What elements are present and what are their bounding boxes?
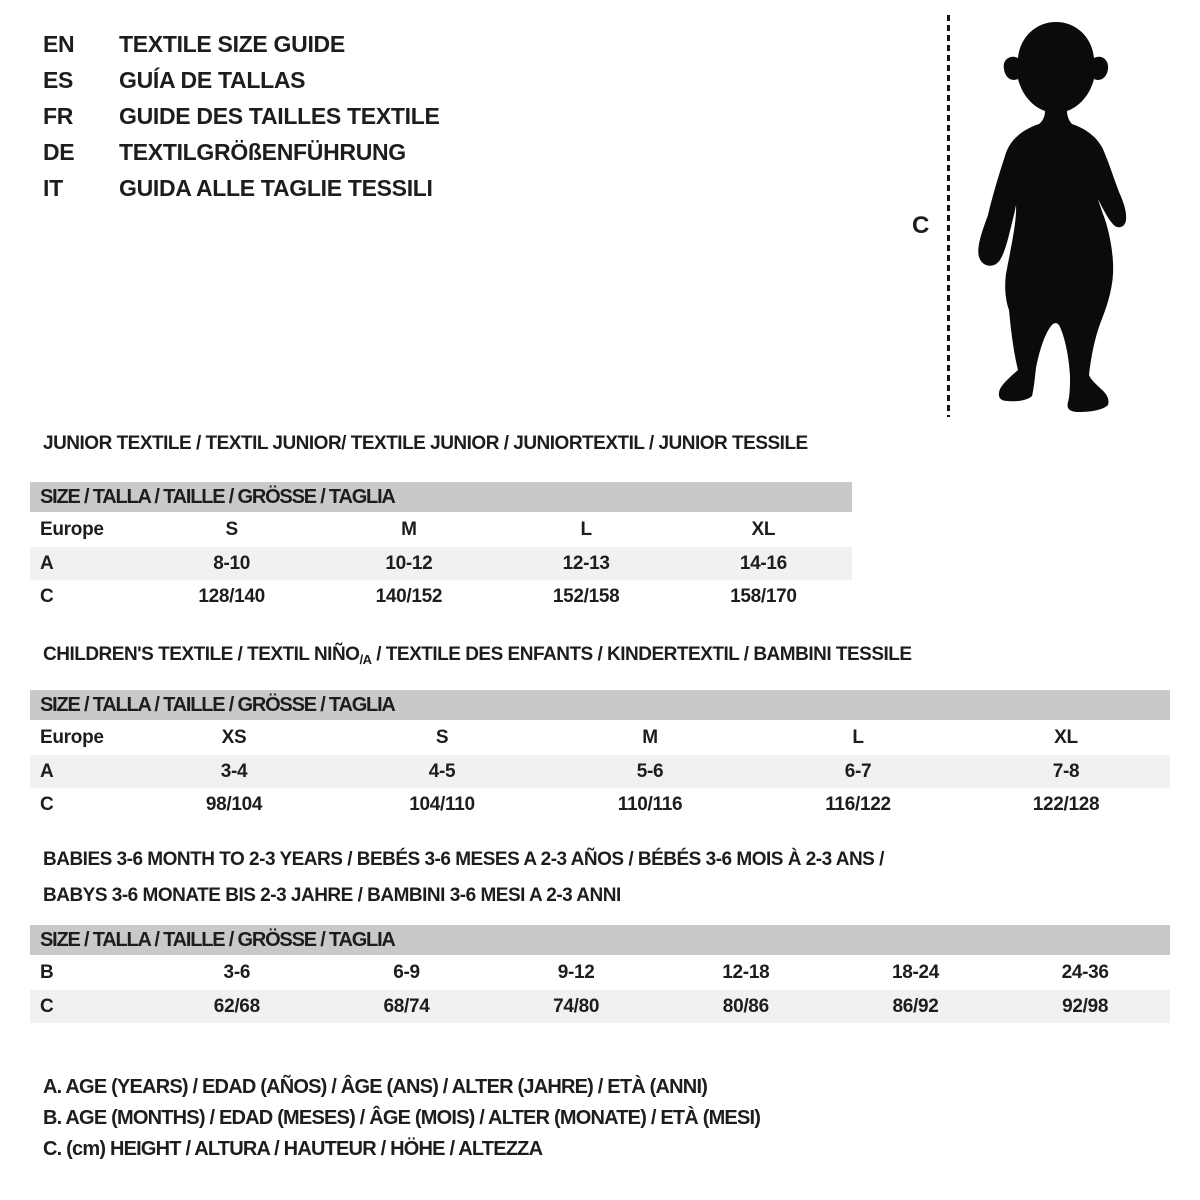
- row-label: C: [40, 793, 54, 815]
- age-cell: 10-12: [385, 552, 433, 574]
- age-cell: 14-16: [739, 552, 787, 574]
- children-section-title: [43, 644, 912, 667]
- height-cell: 110/116: [617, 793, 683, 815]
- height-cell: 128/140: [198, 585, 265, 607]
- height-cell: 122/128: [1032, 793, 1100, 815]
- measurement-legend: [43, 1072, 760, 1165]
- height-cell: 68/74: [383, 995, 430, 1017]
- table-row-height-cm: [30, 580, 852, 613]
- toddler-silhouette-icon: [962, 8, 1140, 418]
- babies-size-table: [30, 925, 1170, 1023]
- height-cell: 98/104: [205, 793, 263, 815]
- size-header-bar: SIZE / TALLA / TAILLE / GRÖSSE / TAGLIA: [30, 690, 1170, 720]
- height-dashed-line: [947, 15, 950, 417]
- size-cell: XL: [1054, 726, 1078, 748]
- height-measure-label: C: [912, 212, 930, 239]
- size-cell: L: [580, 518, 592, 540]
- age-cell: 5-6: [636, 760, 664, 782]
- guide-title-it: GUIDA ALLE TAGLIE TESSILI: [119, 174, 433, 201]
- size-cell: L: [852, 726, 864, 748]
- age-cell: 18-24: [891, 961, 940, 983]
- age-cell: 8-10: [213, 552, 251, 574]
- size-cell: XL: [751, 518, 776, 540]
- legend-line-a: A. AGE (YEARS) / EDAD (AÑOS) / ÂGE (ANS) / ALTER (JAHRE) / ETÀ (ANNI): [43, 1076, 708, 1098]
- height-cell: 62/68: [213, 995, 260, 1017]
- guide-title-de: TEXTILGRÖßENFÜHRUNG: [119, 138, 406, 165]
- guide-title-en: TEXTILE SIZE GUIDE: [119, 30, 345, 57]
- babies-section-title-line2: BABYS 3-6 MONATE BIS 2-3 JAHRE / BAMBINI 3-6 MESI A 2-3 ANNI: [43, 885, 621, 906]
- table-row-europe: [30, 512, 852, 547]
- height-cell: 140/152: [375, 585, 443, 607]
- children-title-text: / TEXTILE DES ENFANTS / KINDERTEXTIL / BAMBINI TESSILE: [371, 644, 912, 665]
- size-header-bar: SIZE / TALLA / TAILLE / GRÖSSE / TAGLIA: [30, 482, 852, 512]
- junior-size-table: [30, 482, 852, 613]
- row-label: C: [40, 995, 54, 1017]
- age-cell: 4-5: [428, 760, 456, 782]
- children-title-subscript: /A: [359, 652, 372, 667]
- height-cell: 86/92: [892, 995, 939, 1017]
- language-code: FR: [43, 102, 74, 129]
- row-label: B: [40, 961, 54, 983]
- age-cell: 3-4: [220, 760, 248, 782]
- row-label: Europe: [40, 518, 104, 540]
- language-title-list: [43, 26, 440, 206]
- guide-title-es: GUÍA DE TALLAS: [119, 66, 306, 93]
- table-row-europe: [30, 720, 1170, 755]
- legend-line-b: B. AGE (MONTHS) / EDAD (MESES) / ÂGE (MOIS) / ALTER (MONATE) / ETÀ (MESI): [43, 1107, 761, 1129]
- table-row-height-cm: [30, 788, 1170, 821]
- language-code: ES: [43, 66, 74, 93]
- legend-line-c: C. (cm) HEIGHT / ALTURA / HAUTEUR / HÖHE / ALTEZZA: [43, 1138, 543, 1160]
- babies-section-title-line1: BABIES 3-6 MONTH TO 2-3 YEARS / BEBÉS 3-6 MESES A 2-3 AÑOS / BÉBÉS 3-6 MOIS À 2-3 ANS /: [43, 849, 884, 870]
- height-cell: 80/86: [722, 995, 769, 1017]
- height-cell: 104/110: [409, 793, 475, 815]
- height-cell: 116/122: [825, 793, 891, 815]
- table-row-height-cm: [30, 990, 1170, 1023]
- table-row-age-months: [30, 955, 1170, 990]
- height-cell: 92/98: [1062, 995, 1109, 1017]
- age-cell: 9-12: [557, 961, 595, 983]
- age-cell: 12-13: [562, 552, 610, 574]
- language-row-es: [43, 62, 440, 98]
- language-code: IT: [43, 174, 63, 201]
- junior-section-title: JUNIOR TEXTILE / TEXTIL JUNIOR/ TEXTILE JUNIOR / JUNIORTEXTIL / JUNIOR TESSILE: [43, 433, 808, 454]
- height-cell: 74/80: [553, 995, 600, 1017]
- age-cell: 24-36: [1061, 961, 1109, 983]
- height-cell: 158/170: [730, 585, 797, 607]
- size-cell: S: [225, 518, 238, 540]
- language-row-it: [43, 170, 440, 206]
- age-cell: 12-18: [722, 961, 770, 983]
- age-cell: 6-9: [393, 961, 420, 983]
- age-cell: 3-6: [223, 961, 251, 983]
- language-row-de: [43, 134, 440, 170]
- children-title-text: CHILDREN'S TEXTILE / TEXTIL NIÑO: [43, 644, 360, 665]
- language-code: DE: [43, 138, 75, 165]
- size-cell: M: [642, 726, 658, 748]
- height-cell: 152/158: [552, 585, 620, 607]
- language-row-en: [43, 26, 440, 62]
- row-label: C: [40, 585, 54, 607]
- age-cell: 7-8: [1052, 760, 1080, 782]
- children-size-table: [30, 690, 1170, 821]
- row-label: A: [40, 760, 54, 782]
- size-cell: S: [435, 726, 449, 748]
- table-row-age-years: [30, 547, 852, 580]
- size-cell: XS: [221, 726, 247, 748]
- size-header-bar: SIZE / TALLA / TAILLE / GRÖSSE / TAGLIA: [30, 925, 1170, 955]
- size-cell: M: [401, 518, 417, 540]
- table-row-age-years: [30, 755, 1170, 788]
- row-label: Europe: [40, 726, 104, 748]
- language-code: EN: [43, 30, 75, 57]
- guide-title-fr: GUIDE DES TAILLES TEXTILE: [119, 102, 440, 129]
- language-row-fr: [43, 98, 440, 134]
- row-label: A: [40, 552, 54, 574]
- age-cell: 6-7: [844, 760, 872, 782]
